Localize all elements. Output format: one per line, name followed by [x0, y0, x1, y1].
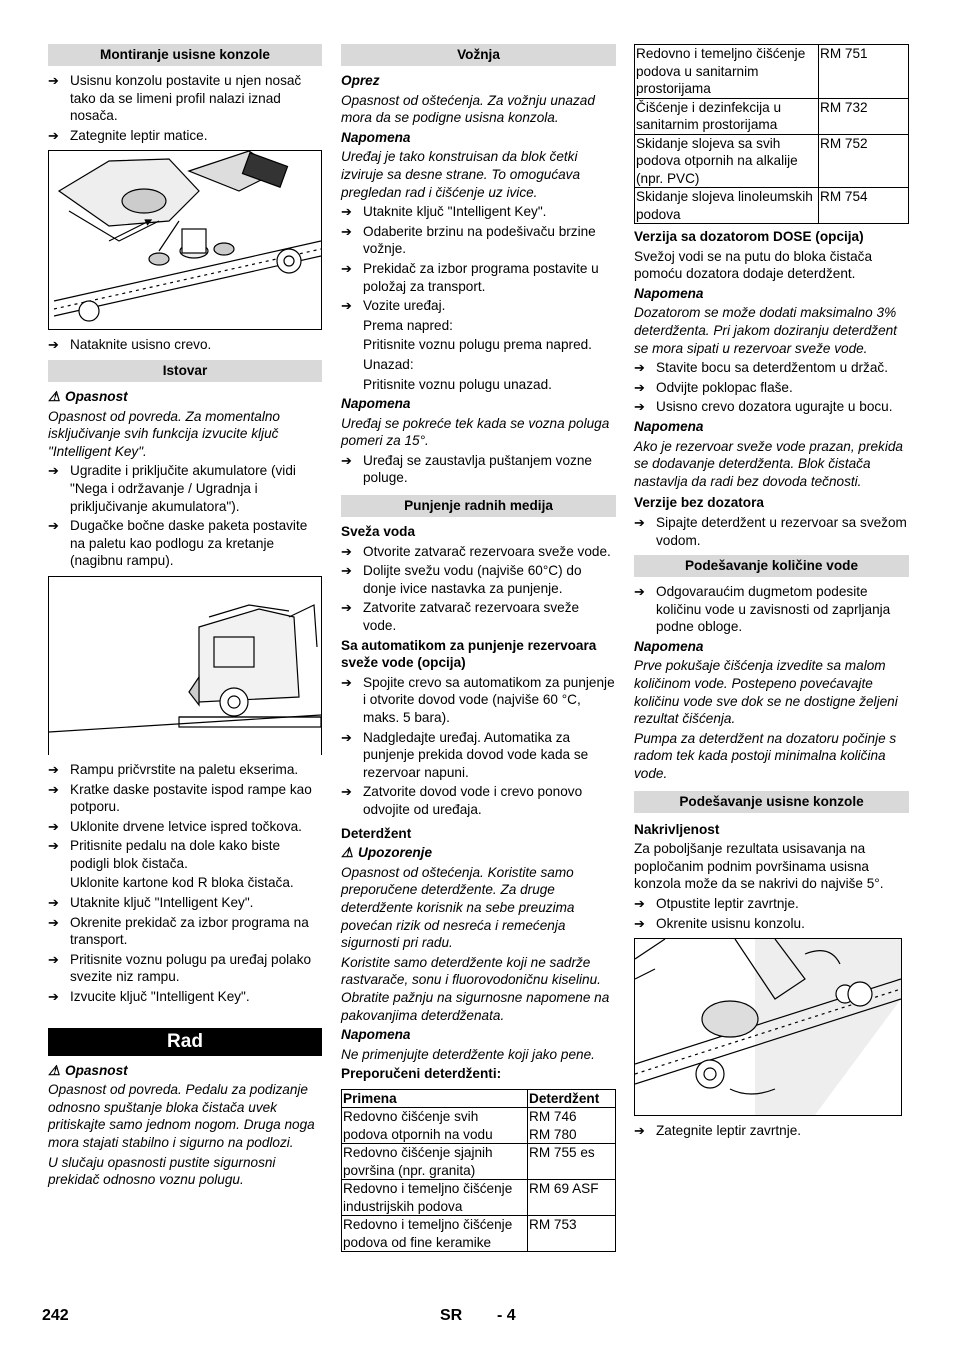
step-item: ➔ Uklonite drvene letvice ispred točkova.: [48, 818, 302, 834]
chapter-heading-rad: Rad: [48, 1028, 322, 1056]
subheading-nakrivljenost: Nakrivljenost: [634, 821, 720, 837]
subheading-automatika: Sa automatikom za punjenje rezervoara sveže vode (opcija): [341, 637, 597, 671]
machine-on-pallet-illustration: [49, 577, 321, 755]
step-note: Prema napred:: [363, 317, 453, 333]
subheading-bez-dozatora: Verzije bez dozatora: [634, 495, 764, 511]
table-header-row: [342, 1089, 616, 1108]
note-text: Uređaj je tako konstruisan da blok četki izviruje sa desne strane. To omogućava pregledan rad i čišćenje uz ivice.: [341, 149, 581, 200]
warning-icon: ⚠: [341, 845, 354, 861]
table-cell: RM 752: [819, 134, 909, 188]
table-cell: RM 69 ASF: [528, 1180, 616, 1216]
step-item: ➔ Spojite crevo sa automatikom za punjenje i otvorite dovod vode (najviše 60 °C, maks. 5 bara).: [341, 674, 615, 725]
table-cell: RM 755 es: [528, 1144, 616, 1180]
column-3: [634, 44, 909, 1142]
step-item: ➔ Ugradite i priključite akumulatore (vidi "Nega i održavanje / Ugradnja i priključivanje akumulatora").: [48, 463, 296, 514]
table-row: [342, 1216, 616, 1252]
step-note: Unazad:: [363, 356, 414, 372]
section-heading-voznja: Vožnja: [341, 44, 616, 66]
step-item: ➔ Zatvorite dovod vode i crevo ponovo odvojite od uređaja.: [341, 784, 583, 817]
table-cell: Redovno čišćenje svih podova otpornih na vodu: [342, 1108, 528, 1144]
table-row: [342, 1108, 616, 1144]
step-item: ➔ Zategnite leptir matice.: [48, 127, 208, 143]
step-item: ➔ Pritisnite voznu polugu pa uređaj polako svezite niz rampu.: [48, 951, 312, 985]
note-label: Napomena: [341, 1027, 411, 1043]
step-item: ➔ Izvucite ključ "Intelligent Key".: [48, 989, 250, 1005]
figure-suction-mount: [48, 150, 322, 330]
step-item: ➔ Stavite bocu sa deterdžentom u držač.: [634, 360, 888, 376]
body-text: Svežoj vodi se na putu do bloka čistača pomoću dozatora dodaje deterdžent.: [634, 248, 873, 282]
warning-text: Opasnost od oštećenja. Koristite samo preporučene deterdžente. Za druge deterdžente korisnik na sebe preuzima povećan rizik od nesreća i remećenja sigurnosti pri radu.: [341, 864, 575, 951]
step-item: ➔ Usisno crevo dozatora ugurajte u bocu.: [634, 399, 893, 415]
step-item: ➔ Zategnite leptir zavrtnje.: [634, 1123, 802, 1139]
step-item: ➔ Dugačke bočne daske paketa postavite na paletu kao podlogu za kretanje (nagibnu rampu).: [48, 518, 308, 569]
step-item: ➔ Okrenite usisnu konzolu.: [634, 915, 805, 931]
step-item: ➔ Usisnu konzolu postavite u njen nosač tako da se limeni profil nalazi iznad nosača.: [48, 73, 302, 124]
column-2: [341, 44, 616, 1252]
note-text: Ne primenjujte deterdžente koji jako pene.: [341, 1046, 595, 1062]
table-cell: Skidanje slojeva sa svih podova otpornih na alkalije (npr. PVC): [635, 134, 819, 188]
step-item: ➔ Odaberite brzinu na podešivaču brzine vožnje.: [341, 223, 596, 257]
step-item: ➔ Utaknite ključ "Intelligent Key".: [341, 204, 547, 220]
section-number: - 4: [497, 1307, 516, 1324]
section-heading-kolicina-vode: Podešavanje količine vode: [634, 555, 909, 577]
table-cell: Čišćenje i dezinfekcija u sanitarnim prostorijama: [635, 98, 819, 134]
table-row: [342, 1180, 616, 1216]
note-text: Dozatorom se može dodati maksimalno 3% deterdženta. Pri jakom doziranju deterdžent se mora sipati u rezervoar sveže vode.: [634, 305, 897, 356]
danger-text: U slučaju opasnosti pustite sigurnosni prekidač odnosno voznu polugu.: [48, 1154, 276, 1188]
table-row: [635, 134, 909, 188]
step-item: ➔ Odvijte poklopac flaše.: [634, 379, 793, 395]
body-text: Za poboljšanje rezultata usisavanja na popločanim podnim površinama usisna konzola može da se nakrivi do najviše 5°.: [634, 841, 884, 892]
subheading-deterdzent: Deterdžent: [341, 825, 412, 841]
page-number: 242: [42, 1307, 69, 1324]
caution-label: Oprez: [341, 73, 380, 88]
step-item: ➔ Utaknite ključ "Intelligent Key".: [48, 895, 254, 911]
detergent-table: [341, 1089, 616, 1253]
table-header-cell: Primena: [342, 1089, 528, 1108]
table-cell: RM 732: [819, 98, 909, 134]
column-1: [48, 44, 322, 1191]
step-note: Uklonite kartone kod R bloka čistača.: [70, 875, 294, 891]
table-row: [342, 1144, 616, 1180]
warning-text: Koristite samo deterdžente koji ne sadrže rastvarače, sonu i fluorovodoničnu kiselinu. Obratite pažnju na sigurnosne napomene na pakovanjima deterdženata.: [341, 954, 610, 1023]
note-text: Prve pokušaje čišćenja izvedite sa malom količinom vode. Postepeno povećavajte količinu vode sve dok se ne dostigne željeni rezultat čišćenja.: [634, 658, 898, 727]
danger-text: Opasnost od povreda. Za momentalno isključivanje svih funkcija izvucite ključ "Intelligent Key".: [48, 408, 280, 459]
table-cell: RM 746 RM 780: [528, 1108, 616, 1144]
step-item: ➔ Nataknite usisno crevo.: [48, 337, 212, 353]
table-cell: Skidanje slojeva linoleumskih podova: [635, 188, 819, 224]
warning-icon: ⚠: [48, 1062, 61, 1078]
note-text: Uređaj se pokreće tek kada se vozna poluga pomeri za 15°.: [341, 415, 610, 449]
danger-label: ⚠ Opasnost: [48, 388, 128, 404]
section-heading-montiranje: Montiranje usisne konzole: [48, 44, 322, 66]
subheading-dose: Verzija sa dozatorom DOSE (opcija): [634, 229, 864, 244]
step-item: ➔ Odgovaraućim dugmetom podesite količinu vode u zavisnosti od zaprljanja podne obloge.: [634, 584, 891, 635]
note-label: Napomena: [634, 418, 704, 434]
subheading-preporuceni: Preporučeni deterdženti:: [341, 1066, 502, 1082]
note-label: Napomena: [634, 638, 704, 654]
step-note: Pritisnite voznu polugu prema napred.: [363, 337, 592, 353]
note-text: Ako je rezervoar sveže vode prazan, prekida se dodavanje deterdženta. Blok čistača nastavlja da radi bez dovoda tečnosti.: [634, 438, 903, 489]
section-heading-punjenje: Punjenje radnih medija: [341, 495, 616, 517]
warning-icon: ⚠: [48, 388, 61, 404]
subheading-sveza-voda: Sveža voda: [341, 524, 416, 540]
step-item: ➔ Okrenite prekidač za izbor programa na transport.: [48, 914, 309, 948]
danger-label: ⚠ Opasnost: [48, 1062, 128, 1078]
note-label: Napomena: [341, 396, 411, 412]
step-item: ➔ Kratke daske postavite ispod rampe kao potporu.: [48, 781, 312, 815]
table-cell: RM 754: [819, 188, 909, 224]
step-item: ➔ Otvorite zatvarač rezervoara sveže vode.: [341, 543, 611, 559]
tilt-suction-illustration: [635, 939, 901, 1115]
table-cell: RM 751: [819, 45, 909, 99]
figure-tilt-suction: [634, 938, 902, 1116]
figure-unloading-ramp: [48, 576, 322, 755]
step-item: ➔ Dolijte svežu vodu (najviše 60°C) do donje ivice nastavka za punjenje.: [341, 563, 582, 596]
table-row: [635, 98, 909, 134]
caution-text: Opasnost od oštećenja. Za vožnju unazad mora da se podigne usisna konzola.: [341, 92, 595, 126]
section-heading-usisna-konzola: Podešavanje usisne konzole: [634, 791, 909, 813]
table-cell: RM 753: [528, 1216, 616, 1252]
table-cell: Redovno i temeljno čišćenje industrijskih podova: [342, 1180, 528, 1216]
step-item: ➔ Vozite uređaj.: [341, 298, 446, 314]
step-item: ➔ Sipajte deterdžent u rezervoar sa svežom vodom.: [634, 514, 907, 548]
table-cell: Redovno i temeljno čišćenje podova u sanitarnim prostorijama: [635, 45, 819, 99]
step-note: Pritisnite voznu polugu unazad.: [363, 376, 552, 392]
warning-label: ⚠ Upozorenje: [341, 845, 433, 861]
table-header-cell: Deterdžent: [528, 1089, 616, 1108]
step-item: ➔ Pritisnite pedalu na dole kako biste podigli blok čistača.: [48, 838, 281, 871]
language-code: SR: [440, 1307, 463, 1324]
table-cell: Redovno čišćenje sjajnih površina (npr. granita): [342, 1144, 528, 1180]
detergent-table-continued: [634, 44, 909, 224]
section-heading-istovar: Istovar: [48, 360, 322, 382]
note-label: Napomena: [341, 129, 411, 145]
step-item: ➔ Zatvorite zatvarač rezervoara sveže vode.: [341, 600, 580, 634]
table-row: [635, 45, 909, 99]
suction-mount-illustration: [49, 151, 321, 329]
table-cell: Redovno i temeljno čišćenje podova od fine keramike: [342, 1216, 528, 1252]
note-text: Pumpa za deterdžent na dozatoru počinje s radom tek kada postoji minimalna količina vode.: [634, 730, 897, 782]
danger-text: Opasnost od povreda. Pedalu za podizanje odnosno spuštanje bloka čistača uvek pritiskajte samo jednom nogom. Druga noga mora stajati stabilno i sigurno na podlozi.: [48, 1082, 315, 1150]
step-item: ➔ Uređaj se zaustavlja puštanjem vozne poluge.: [341, 452, 592, 486]
step-item: ➔ Rampu pričvrstite na paletu ekserima.: [48, 761, 299, 777]
step-item: ➔ Otpustite leptir zavrtnje.: [634, 896, 799, 911]
table-row: [635, 188, 909, 224]
step-item: ➔ Nadgledajte uređaj. Automatika za punjenje prekida dovod vode kada se rezervoar napuni.: [341, 729, 589, 780]
note-label: Napomena: [634, 285, 704, 301]
step-item: ➔ Prekidač za izbor programa postavite u položaj za transport.: [341, 260, 599, 294]
